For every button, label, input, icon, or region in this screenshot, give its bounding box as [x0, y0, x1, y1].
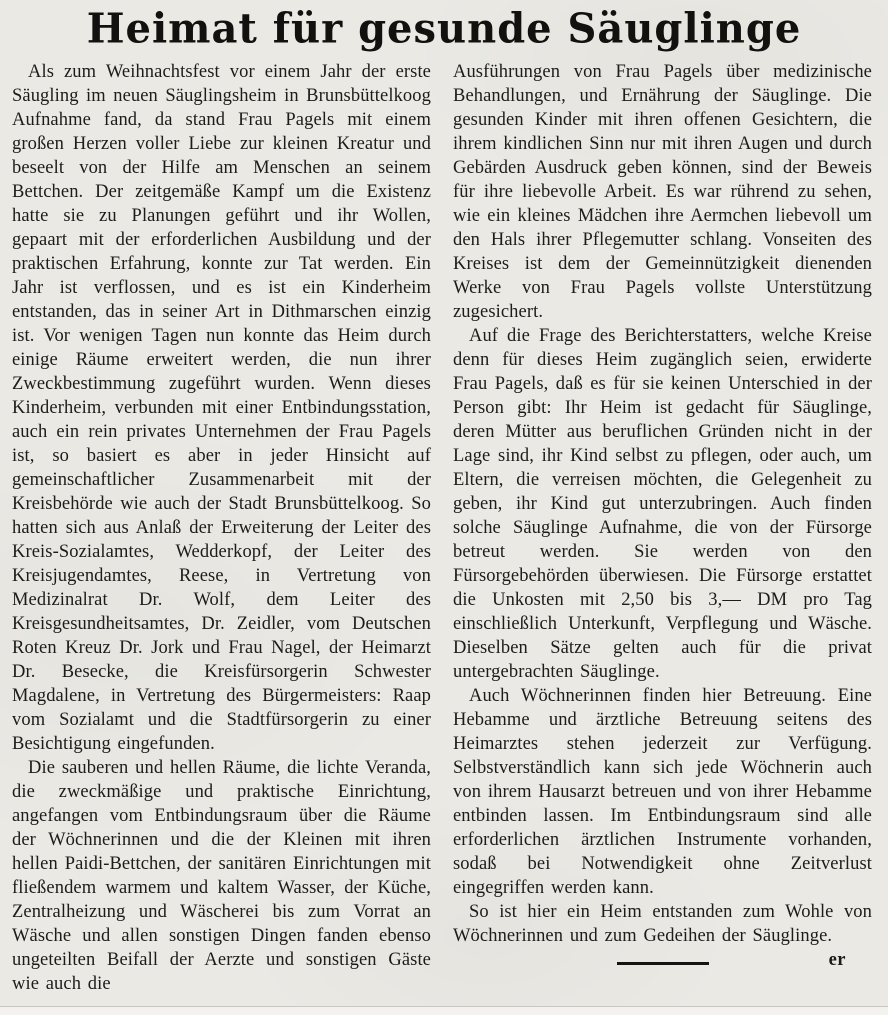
article-headline: Heimat für gesunde Säuglinge: [86, 4, 802, 53]
scan-bottom-edge: [0, 1006, 888, 1015]
article-body: [0, 54, 888, 996]
article-column-right: [453, 60, 872, 996]
article-column-left: [12, 60, 431, 996]
article-paragraph: Auch Wöchnerinnen finden hier Betreuung. Eine Hebamme und ärztliche Betreuung seitens des Heimarztes stehen jederzeit zur Verfügung. Selbstverständlich kann sich jede Wöchnerin auch von ihrem Hausarzt betreuen und von ihrer Hebamme entbinden lassen. Im Entbindungsraum sind alle erforderlichen ärztlichen Instrumente vorhanden, sodaß bei Notwendigkeit ohne Zeitverlust eingegriffen werden kann.: [453, 686, 872, 898]
closing-sentence: So ist hier ein Heim entstanden zum Wohle von Wöchnerinnen und zum Gedeihen der Säuglinge.: [453, 902, 872, 946]
article-paragraph: Ausführungen von Frau Pagels über medizinische Behandlungen, und Ernährung der Säuglinge. Die gesunden Kinder mit ihren offenen Gesichtern, die ihrem kindlichen Sinn nur mit ihren Augen und durch Gebärden Ausdruck geben können, sind der Beweis für ihre liebevolle Arbeit. Es war rührend zu sehen, wie ein kleines Mädchen ihre Aermchen liebevoll um den Hals ihrer Pflegemutter schlang. Vonseiten des Kreises ist dem der Gemeinnützigkeit dienenden Werke von Frau Pagels vollste Unterstützung zugesichert.: [453, 62, 872, 322]
end-divider: [617, 962, 709, 965]
author-initials: er: [828, 950, 846, 970]
article-paragraph: Als zum Weihnachtsfest vor einem Jahr der erste Säugling im neuen Säuglingsheim in Brunsbüttelkoog Aufnahme fand, da stand Frau Pagels mit einem großen Herzen voller Liebe zur kleinen Kreatur und beseelt von der Hilfe am Menschen an seinem Bettchen. Der zeitgemäße Kampf um die Existenz hatte sie zu Planungen geführt und ihr Wollen, gepaart mit der erforderlichen Ausbildung und der praktischen Erfahrung, konnte zur Tat werden. Ein Jahr ist verflossen, und es ist ein Kinderheim entstanden, das in seiner Art in Dithmarschen einzig ist. Vor wenigen Tagen nun konnte das Heim durch einige Räume erweitert werden, die nun ihrer Zweckbestimmung zugeführt wurden. Wenn dieses Kinderheim, verbunden mit einer Entbindungsstation, auch ein rein privates Unternehmen der Frau Pagels ist, so basiert es aber in jeder Hinsicht auf gemeinschaftlicher Zusammenarbeit mit der Kreisbehörde wie auch der Stadt Brunsbüttelkoog. So hatten sich aus Anlaß der Erweiterung der Leiter des Kreis-Sozialamtes, Wedderkopf, der Leiter des Kreisjugendamtes, Reese, in Vertretung von Medizinalrat Dr. Wolf, dem Leiter des Kreisgesundheitsamtes, Dr. Zeidler, vom Deutschen Roten Kreuz Dr. Jork und Frau Nagel, der Heimarzt Dr. Besecke, die Kreisfürsorgerin Schwester Magdalene, in Vertretung des Bürgermeisters: Raap vom Sozialamt und die Stadtfürsorgerin zu einer Besichtigung eingefunden.: [12, 62, 431, 754]
article-paragraph: Auf die Frage des Berichterstatters, welche Kreise denn für dieses Heim zugänglich seien, erwiderte Frau Pagels, daß es für sie keinen Unterschied in der Person gibt: Ihr Heim ist gedacht für Säuglinge, deren Mütter aus beruflichen Gründen nicht in der Lage sind, ihr Kind selbst zu pflegen, oder auch, um Eltern, die verreisen möchten, die Gelegenheit zu geben, ihr Kind gut unterzubringen. Auch finden solche Säuglinge Aufnahme, die von der Fürsorge betreut werden. Sie werden von den Fürsorgebehörden überwiesen. Die Fürsorge erstattet die Unkosten mit 2,50 bis 3,— DM pro Tag einschließlich Unterkunft, Verpflegung und Wäsche. Dieselben Sätze gelten auch für die privat untergebrachten Säuglinge.: [453, 326, 872, 682]
article-paragraph: Die sauberen und hellen Räume, die lichte Veranda, die zweckmäßige und praktische Einrichtung, angefangen vom Entbindungsraum über die Räume der Wöchnerinnen und die der Kleinen mit ihren hellen Paidi-Bettchen, der sanitären Einrichtungen mit fließendem warmem und kaltem Wasser, der Küche, Zentralheizung und Wäscherei bis zum Vorrat an Wäsche und allen sonstigen Dingen fanden ebenso ungeteilten Beifall der Aerzte und sonstigen Gäste wie auch die: [12, 758, 431, 994]
article-paragraph-closing: [453, 900, 872, 970]
